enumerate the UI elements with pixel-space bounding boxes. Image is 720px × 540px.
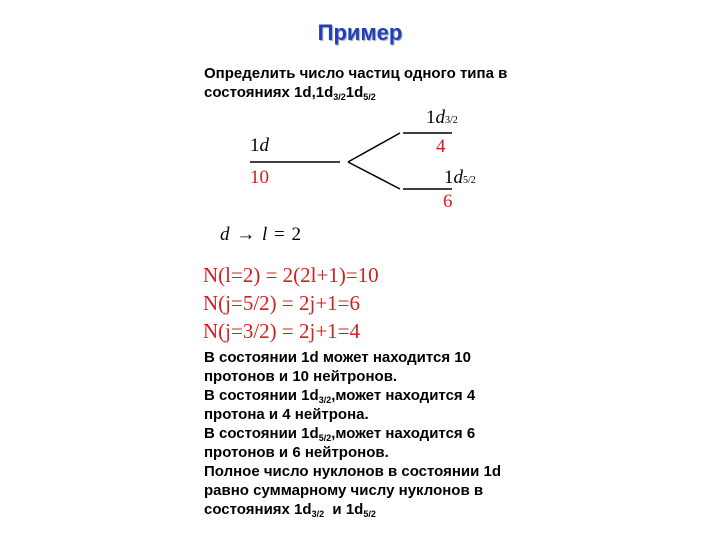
level-1d-num: 1 bbox=[250, 135, 260, 156]
split-lower-connector bbox=[348, 162, 400, 189]
task-line-2-prefix: состояниях 1d,1d bbox=[204, 84, 334, 101]
task-line-1: Определить число частиц одного типа в bbox=[204, 65, 508, 82]
statement-4-sub-2: 5/2 bbox=[363, 509, 376, 519]
formula-block bbox=[203, 261, 379, 345]
diagram-lines bbox=[240, 105, 500, 213]
rule-d: d bbox=[220, 224, 231, 245]
statement-3-line-2: протонов и 6 нейтронов. bbox=[204, 444, 389, 461]
formula-j32: N(j=3/2) = 2j+1=4 bbox=[203, 319, 361, 343]
statement-1-line-1: В состоянии 1d может находится 10 bbox=[204, 349, 471, 366]
split-upper-connector bbox=[348, 133, 400, 162]
task-sub-b: 5/2 bbox=[363, 92, 376, 102]
statements-block bbox=[204, 348, 584, 519]
statement-4-line-2: равно суммарному числу нуклонов в bbox=[204, 482, 484, 499]
orbital-rule bbox=[220, 224, 302, 246]
statement-4-line-1: Полное число нуклонов в состоянии 1d bbox=[204, 463, 502, 480]
statement-2-line-1 bbox=[204, 386, 584, 405]
statement-3-post: ,может находится 6 bbox=[331, 425, 476, 442]
level-splitting-diagram bbox=[240, 105, 500, 213]
statement-2-pre: В состоянии 1d bbox=[204, 387, 319, 404]
level-1d52-label bbox=[444, 167, 476, 189]
rule-l: l bbox=[262, 224, 269, 245]
level-1d32-count: 4 bbox=[436, 136, 446, 157]
task-sub-a: 3/2 bbox=[333, 92, 346, 102]
statement-3-line-1 bbox=[204, 424, 584, 443]
statement-3-sub: 5/2 bbox=[318, 433, 332, 443]
statement-4-mid: и 1d bbox=[324, 501, 364, 518]
level-1d-label bbox=[250, 135, 269, 157]
formula-j52: N(j=5/2) = 2j+1=6 bbox=[203, 291, 361, 315]
formula-l2: N(l=2) = 2(2l+1)=10 bbox=[203, 263, 379, 287]
rule-eq: = 2 bbox=[274, 224, 302, 245]
task-mid: 1d bbox=[345, 84, 364, 101]
level-1d52-letter: d bbox=[453, 167, 463, 188]
statement-4-sub-1: 3/2 bbox=[311, 509, 325, 519]
task-line-2 bbox=[204, 83, 564, 102]
task-text bbox=[204, 64, 564, 102]
level-1d32-num: 1 bbox=[426, 107, 436, 128]
rule-arrow: → bbox=[236, 224, 257, 245]
level-1d52-num: 1 bbox=[444, 167, 454, 188]
level-1d-count: 10 bbox=[250, 167, 269, 188]
statement-2-sub: 3/2 bbox=[318, 395, 332, 405]
level-1d32-label bbox=[426, 107, 458, 129]
level-1d-letter: d bbox=[259, 135, 269, 156]
statement-3-pre: В состоянии 1d bbox=[204, 425, 319, 442]
level-1d52-sub: 5/2 bbox=[463, 175, 476, 186]
statement-2-post: ,может находится 4 bbox=[331, 387, 476, 404]
statement-1-line-2: протонов и 10 нейтронов. bbox=[204, 368, 398, 385]
statement-2-line-2: протона и 4 нейтрона. bbox=[204, 406, 369, 423]
level-1d32-sub: 3/2 bbox=[445, 115, 458, 126]
statement-4-pre: состояниях 1d bbox=[204, 501, 312, 518]
statement-4-line-3 bbox=[204, 500, 584, 519]
level-1d32-letter: d bbox=[435, 107, 445, 128]
slide-title: Пример bbox=[317, 20, 403, 45]
level-1d52-count: 6 bbox=[443, 191, 453, 212]
